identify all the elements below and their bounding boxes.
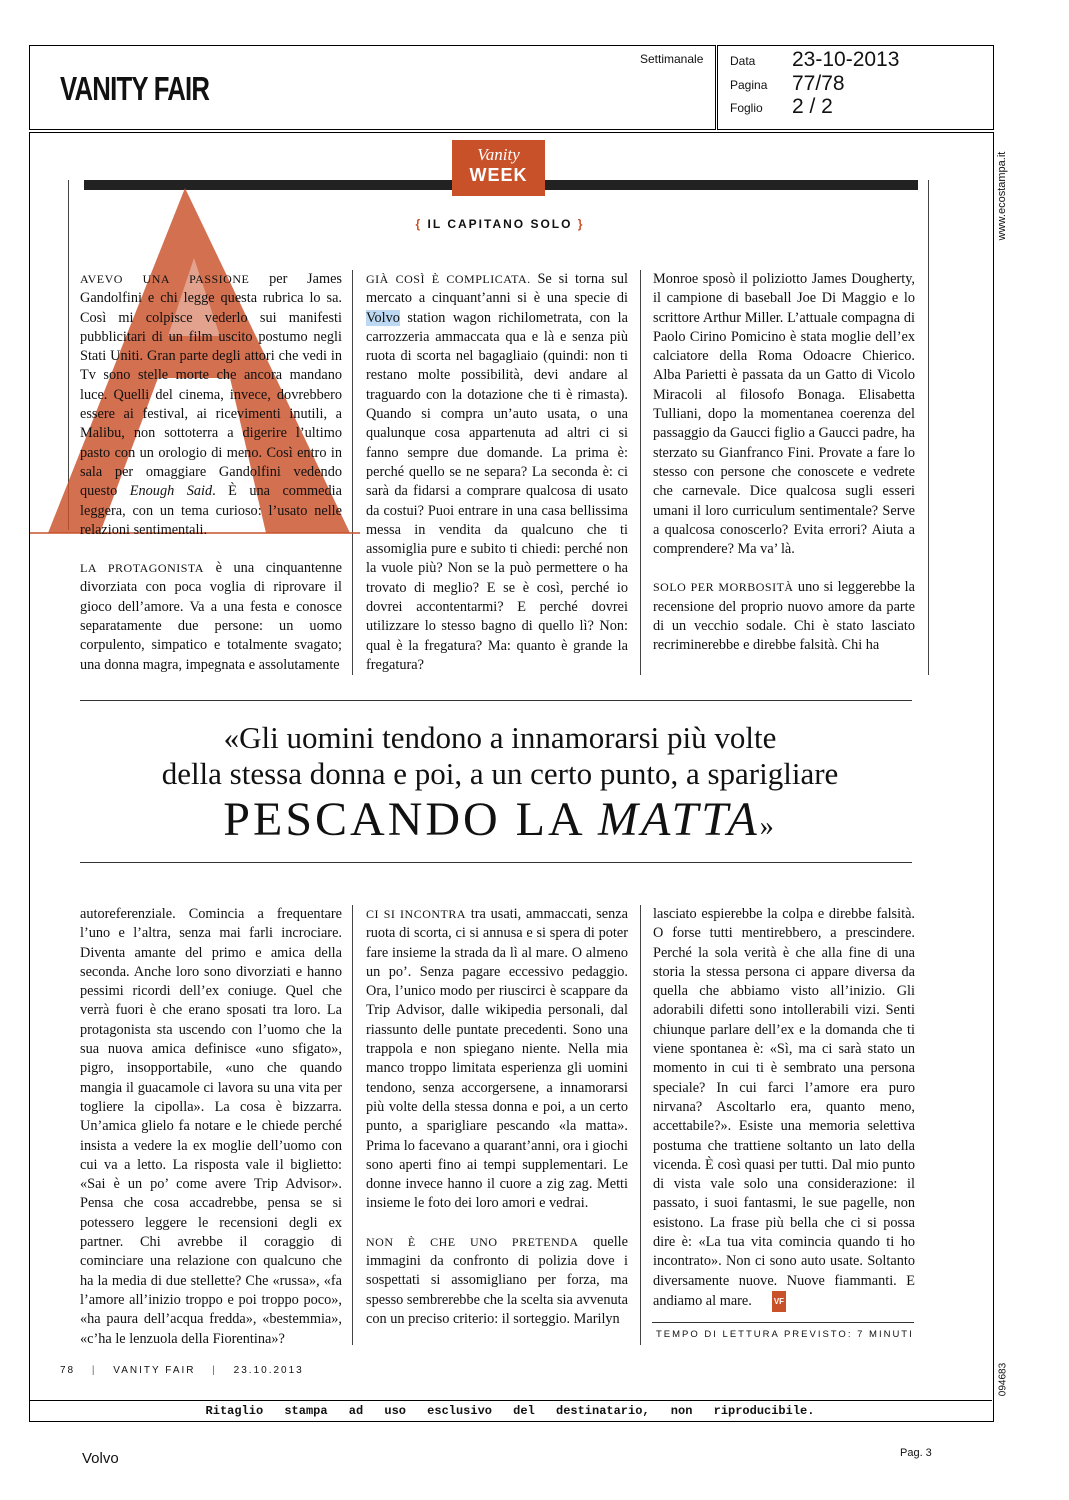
badge-line2: WEEK — [469, 165, 528, 185]
column-bottom-1 — [80, 905, 342, 1368]
paragraph-text: per James Gandolfini e chi legge questa rubrica lo sa. Così mi colpisce vederlo sui manifesti pubblicitari di un film uscito postumo negli Stati Uniti. Gran parte degli attori che vedi in Tv sono stelle morte che ancora mandano luce. Quelli del cinema, invece, dovrebbero essere ai festival, ai ricevimenti inutili, a Malibu, non sottoterra a digerire l’ultimo pasto con un orologio di meno. Così entro in sala per omaggiare Gandolfini vedendo questo — [80, 271, 342, 500]
badge-line1: Vanity — [477, 145, 520, 164]
code-text: 094683 — [997, 1362, 1009, 1397]
highlighted-keyword: Volvo — [366, 309, 400, 326]
paragraph-lead: CI SI INCONTRA — [366, 907, 467, 921]
column-rule-2 — [640, 270, 641, 675]
meta-label-pagina: Pagina — [730, 78, 768, 92]
meta-label-data: Data — [730, 54, 756, 68]
footer-date: 23.10.2013 — [233, 1365, 304, 1376]
meta-label-foglio: Foglio — [730, 101, 763, 115]
paragraph — [366, 905, 628, 1214]
footer-magazine: VANITY FAIR — [113, 1365, 196, 1376]
paragraph — [653, 578, 915, 655]
footer-page-number: 78 — [60, 1365, 76, 1376]
paragraph — [80, 270, 342, 540]
paragraph-lead: NON È CHE UNO PRETENDA — [366, 1234, 579, 1249]
paragraph — [366, 270, 628, 675]
paragraph-text: quelle immagini da confronto di polizia dove i sospettati si assomigliano per forza, ma spesso sembrerebbe che la scelta sia avvenuta con un preciso criterio: il sorteggio. Marilyn — [366, 1233, 629, 1327]
rubric-text: IL CAPITANO SOLO — [427, 217, 573, 231]
drop-cap-letter: A — [180, 228, 181, 229]
rubric-title — [380, 217, 620, 231]
column-top-2 — [366, 270, 628, 694]
paragraph — [80, 559, 342, 675]
reading-time-rule — [652, 1322, 914, 1323]
paragraph — [653, 270, 915, 559]
vanity-week-badge — [452, 140, 545, 196]
pull-quote-close: » — [759, 811, 777, 842]
meta-value-foglio: 2 / 2 — [792, 95, 833, 118]
website-vertical — [992, 150, 1014, 250]
paragraph — [80, 905, 342, 1349]
column-top-1 — [80, 270, 342, 694]
disclaimer-rule — [29, 1400, 992, 1401]
column-top-3 — [653, 270, 915, 675]
meta-value-pagina: 77/78 — [792, 72, 845, 95]
reading-time: TEMPO DI LETTURA PREVISTO: 7 MINUTI — [656, 1329, 914, 1340]
paragraph-lead: GIÀ COSÌ È COMPLICATA. — [366, 272, 531, 286]
paragraph-lead: AVEVO UNA PASSIONE — [80, 272, 250, 286]
code-vertical — [992, 1360, 1014, 1410]
column-rule-4 — [640, 905, 641, 1345]
paragraph-text: . È una commedia leggera, con un tema curioso: l’usato nelle relazioni sentimentali. — [80, 483, 342, 538]
column-bottom-2 — [366, 905, 628, 1348]
page-footer: 78 | VANITY FAIR | 23.10.2013 — [60, 1365, 304, 1376]
column-rule-3 — [352, 905, 353, 1345]
client-name: Volvo — [82, 1450, 119, 1467]
pull-quote-rule-bottom — [80, 862, 912, 863]
paragraph-text: tra usati, ammaccati, senza ruota di scorta, ci si annusa e si spera di poter fare insieme la strada da lì al mare. O almeno un po’. Senza pagare eccessivo pedaggio. Ora, l’unico modo per riuscirci è scappare da Trip Advisor, dalle wikipedia personali, dal riassunto delle puntate precedenti. Sono una trappola e non spiegano niente. Nella mia manco troppo limitata esperienza gli uomini tendono, senza accorgersene, a innamorarsi più volte della stessa donna e poi, a un certo punto, a sparigliare pescando «la matta». Prima lo facevano a quarant’anni, ora i giochi sono aperti fino ai tempi supplementari. Le donne invece hanno il cuore a zig zag. Metti insieme le foto dei loro amori e vedrai. — [366, 906, 629, 1212]
column-bottom-3 — [653, 905, 915, 1331]
pull-quote-part: PESCANDO LA — [223, 793, 599, 846]
film-title: Enough Said — [129, 483, 213, 500]
pull-quote-rule-top — [80, 700, 912, 701]
end-mark-icon: VF — [772, 1291, 786, 1312]
paragraph-text: è una cinquantenne divorziata con poca voglia di riprovare il gioco dell’amore. Va a una festa e conosce separatamente due persone: un uomo corpulento, simpatico e totalmente svagato; una donna magra, impegnata e assolutamente — [80, 560, 342, 673]
paragraph-text: lasciato espierebbe la colpa e direbbe falsità. O forse tutti mentirebbero, a prescindere. Perché la sola verità è che alla fine di una storia la stessa persona ci appare diversa da quella che abbiamo visto all’inizio. Gli adorabili difetti sono intollerabili vizi. Senti chiunque parlare dell’ex e la domanda che ti viene spontanea è: «Sì, ma ci sarà stato un momento in cui ti è sembrato una persona speciale? In cui farci l’amore era puro nirvana? Ascoltarlo era, quanto meno, accettabile?». Esiste una memoria selettiva postuma che trattiene soltanto un lato della vicenda. È così quasi per tutti. Dal mio punto di vista vale solo una considerazione: il passato, i suoi fantasmi, le sue pagelle, non esistono. La frase più bella che ci si possa dire è: «La tua vita comincia quando ti ho incontrato». Non ci sono auto usate. Soltanto diversamente nuove. Nuove fiammanti. E andiamo al mare. — [653, 906, 915, 1309]
column-rule-right — [928, 180, 929, 675]
magazine-logo: VANITY FAIR — [60, 70, 210, 107]
pull-quote-line2: della stessa donna e poi, a un certo punto, a sparigliare — [161, 756, 839, 791]
paragraph-text: station wagon richilometrata, con la carrozzeria ammaccata qua e là e senza più ruota di scorta nel bagagliaio (quindi: non ti restano molte possibilità, devi andare al traguardo con la dotazione che ti è rimasta). Quando si compra un’auto usata, o una qualunque cosa appartenuta ad altri ci si fanno sempre due domande. La prima è: perché quello se ne separa? La seconda è: ci sarà da fidarsi a comprare qualcosa di usato da costui? Puoi entrare in una casa bellissima messa in vendita da qualcuno che ti assomiglia pure e subito ti chiedi: perché non la vuole più? Non se la può permettere o ha trovato di meglio? E se è così, perché io dovrei accontentarmi? E perché dovrei utilizzare lo stesso bagno di quello lì? Non: qual è la fregatura? Ma: quanto è grande la fregatura? — [366, 309, 628, 673]
paragraph — [653, 905, 915, 1312]
meta-value-data: 23-10-2013 — [792, 48, 900, 71]
paragraph-text: Se si torna sul mercato a cinquant’anni si è una specie di — [366, 271, 628, 307]
pull-quote-line1: «Gli uomini tendono a innamorarsi più volte — [223, 720, 777, 755]
paragraph — [366, 1233, 628, 1329]
paragraph-lead: LA PROTAGONISTA — [80, 561, 204, 576]
paragraph-text: uno si leggerebbe la recensione del proprio nuovo amore da parte di un vecchio sodale. Chi è stato lasciato recriminerebbe e direbbe falsità. Chi ha — [653, 579, 915, 654]
paragraph-text: Monroe sposò il poliziotto James Dougherty, il campione di baseball Joe Di Maggio e lo scrittore Arthur Miller. L’attuale compagna di Paolo Cirino Pomicino è stata moglie dell’ex calciatore della Roma Odoacre Chierico. Alba Parietti è passata da un Gatto di Vicolo Miracoli al filosofo Bonaga. Elisabetta Tulliani, dopo la momentanea coerenza del passaggio da Gaucci figlio a Gaucci padre, ha sterzato su Gianfranco Fini. Provate a fare lo stesso con persone che conoscete e vedrete che carnevale. Dice qualcosa sugli esseri umani il loro curriculum sentimentale? Serve a qualcosa conoscerlo? Evita errori? Aiuta a comprendere? Ma va’ là. — [653, 271, 916, 558]
pull-quote-line3 — [60, 792, 940, 847]
rubric-brace-close: } — [577, 217, 585, 231]
paragraph-lead: SOLO PER MORBOSITÀ — [653, 580, 794, 595]
page-label: Pag. 3 — [900, 1447, 932, 1459]
paragraph-text: autoreferenziale. Comincia a frequentare l’uno e l’altra, senza mai farli incrociare. Diventa amante del primo e amica della seconda. Anche loro sono divorziati e hanno pessimi ricordi dell’ex coniuge. Quel che verrà fuori è che erano sposati tra loro. La protagonista sta uscendo con l’uomo che la sua nuova amica definisce «uno sfigato», pigro, insopportabile, «uno che quando mangia il guacamole ci lavora su una vita per togliere la cipolla». La cosa è bizzarra. Un’amica glielo fa notare e le chiede perché insista a vedere la ex moglie dell’uomo con cui va a letto. La risposta vale il biglietto: «Sai è un po’ come avere Trip Advisor». Pensa che cosa accadrebbe, pensa se si potessero leggere le recensioni degli ex partner. Chi avrebbe il coraggio di cominciare una relazione con qualcuno che ha la media di due stellette? Che «russa», «fa l’amore all’inizio troppo e poi troppo poco», «ha paura dell’acqua fredda», «bestemmia», «c’ha le lenzuola della Fiorentina»? — [80, 906, 342, 1347]
frequency-label: Settimanale — [640, 52, 704, 66]
rubric-brace-open: { — [415, 217, 423, 231]
pull-quote-italic: MATTA — [598, 793, 760, 846]
website-text: www.ecostampa.it — [996, 151, 1008, 241]
disclaimer-text: Ritaglio stampa ad uso esclusivo del destinatario, non riproducibile. — [205, 1404, 815, 1418]
